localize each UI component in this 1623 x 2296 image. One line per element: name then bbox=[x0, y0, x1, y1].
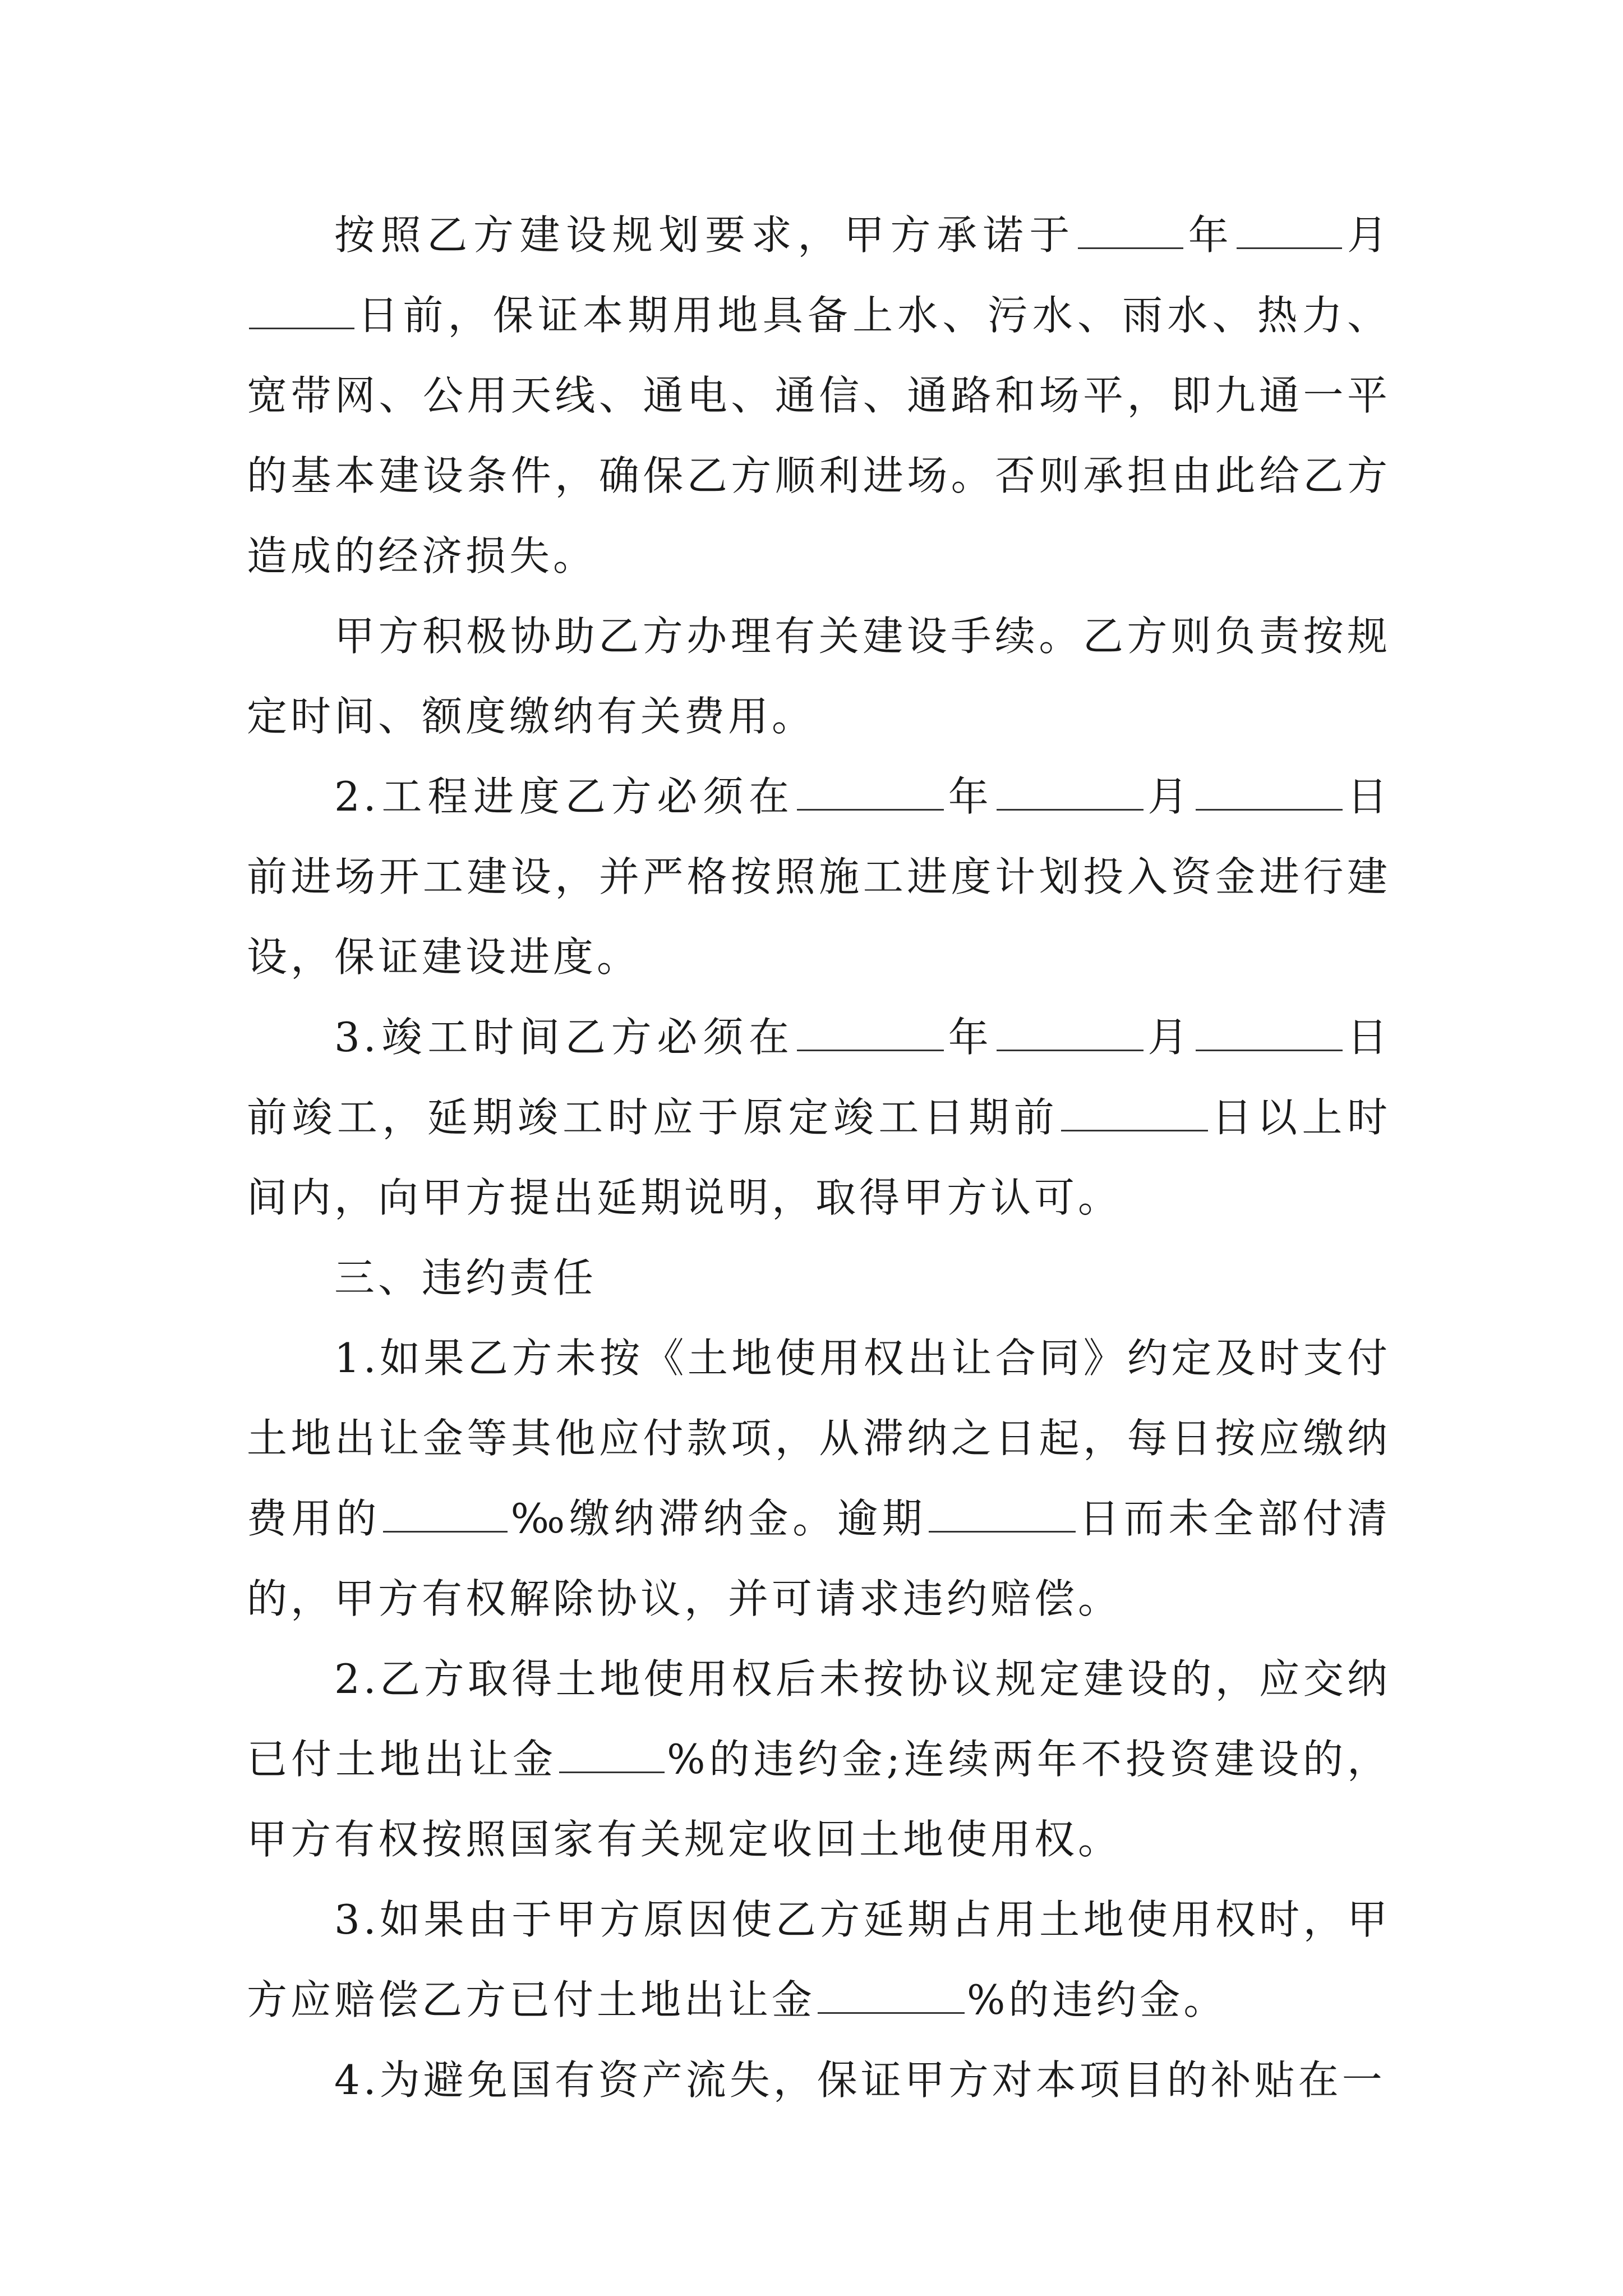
paragraph-text: 甲方积极协助乙方办理有关建设手续。乙方则负责按规定时间、额度缴纳有关费用。 bbox=[247, 613, 1391, 740]
paragraph-text: ‰缴纳滞纳金。逾期 bbox=[510, 1495, 927, 1542]
fill-in-blank bbox=[383, 1498, 508, 1533]
fill-in-blank bbox=[1078, 215, 1183, 249]
fill-in-blank bbox=[1196, 1017, 1343, 1051]
paragraph-text: 3.如果由于甲方原因使乙方延期占用土地使用权时，甲方应赔偿乙方已付土地出让金 bbox=[247, 1896, 1391, 2023]
paragraph-text: 日以上时间内，向甲方提出延期说明，取得甲方认可。 bbox=[247, 1094, 1391, 1221]
paragraph-p1 bbox=[247, 195, 1391, 596]
paragraph-text: 2.乙方取得土地使用权后未按协议规定建设的，应交纳已付土地出让金 bbox=[247, 1655, 1391, 1783]
paragraph-text: 4.为避免国有资产流失，保证甲方对本项目的补贴在一 bbox=[334, 2056, 1386, 2104]
paragraph-text: 日前，保证本期用地具备上水、污水、雨水、热力、宽带网、公用天线、通电、通信、通路和场平，即九通一平的基本建设条件，确保乙方顺利进场。否则承担由此给乙方造成的经济损失。 bbox=[247, 292, 1391, 579]
fill-in-blank bbox=[997, 776, 1144, 811]
paragraph-p5 bbox=[247, 1238, 1391, 1318]
paragraph-p4 bbox=[247, 997, 1391, 1238]
paragraph-text: %的违约金;连续两年不投资建设的，甲方有权按照国家有关规定收回土地使用权。 bbox=[247, 1736, 1391, 1863]
paragraph-text: 按照乙方建设规划要求，甲方承诺于 bbox=[334, 211, 1076, 259]
paragraph-text: 月 bbox=[1145, 1014, 1194, 1061]
fill-in-blank bbox=[929, 1498, 1076, 1533]
paragraph-text: 三、违约责任 bbox=[334, 1254, 597, 1301]
paragraph-p7 bbox=[247, 1639, 1391, 1880]
fill-in-blank bbox=[1196, 776, 1343, 811]
paragraph-text: 3.竣工时间乙方必须在 bbox=[334, 1014, 795, 1061]
paragraph-p2 bbox=[247, 596, 1391, 757]
paragraph-text: 日而未全部付清的，甲方有权解除协议，并可请求违约赔偿。 bbox=[247, 1495, 1391, 1622]
paragraph-text: 日前进场开工建设，并严格按照施工进度计划投入资金进行建设，保证建设进度。 bbox=[247, 773, 1391, 981]
fill-in-blank bbox=[559, 1739, 665, 1773]
paragraph-text: 年 bbox=[1186, 211, 1235, 259]
paragraph-text: 1.如果乙方未按《土地使用权出让合同》约定及时支付土地出让金等其他应付款项，从滞纳之日起，每日按应缴纳费用的 bbox=[247, 1335, 1391, 1542]
paragraph-text: 年 bbox=[946, 773, 994, 820]
fill-in-blank bbox=[797, 1017, 944, 1051]
fill-in-blank bbox=[249, 295, 354, 329]
paragraph-p3 bbox=[247, 757, 1391, 997]
paragraph-p6 bbox=[247, 1318, 1391, 1639]
fill-in-blank bbox=[1061, 1097, 1208, 1131]
paragraph-text: %的违约金。 bbox=[967, 1976, 1228, 2023]
fill-in-blank bbox=[1237, 215, 1342, 249]
paragraph-text: 月 bbox=[1344, 211, 1391, 259]
fill-in-blank bbox=[997, 1017, 1144, 1051]
paragraph-text: 2.工程进度乙方必须在 bbox=[334, 773, 795, 820]
fill-in-blank bbox=[797, 776, 944, 811]
document-body bbox=[247, 195, 1391, 2120]
paragraph-text: 月 bbox=[1145, 773, 1194, 820]
paragraph-p9 bbox=[247, 2040, 1391, 2120]
fill-in-blank bbox=[818, 1980, 965, 2014]
paragraph-text: 年 bbox=[946, 1014, 994, 1061]
paragraph-text: 日前竣工，延期竣工时应于原定竣工日期前 bbox=[247, 1014, 1391, 1141]
paragraph-p8 bbox=[247, 1880, 1391, 2040]
